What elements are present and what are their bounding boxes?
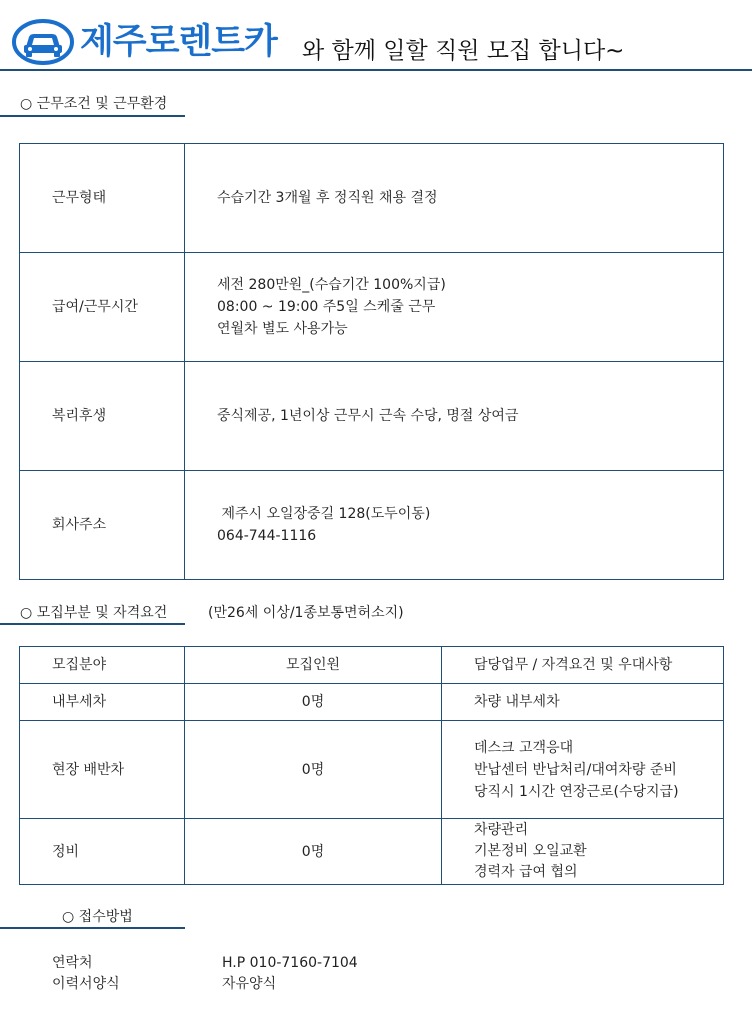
count-cell: 0명 [185, 684, 442, 721]
duties-cell: 차량 내부세차 [442, 684, 724, 721]
column-header: 모집분야 [20, 647, 185, 684]
row-label: 근무형태 [20, 144, 185, 253]
table-row [20, 253, 724, 362]
column-header: 모집인원 [185, 647, 442, 684]
eligibility-note: (만26세 이상/1종보통면허소지) [208, 605, 404, 621]
count-cell: 0명 [185, 819, 442, 885]
row-label: 회사주소 [20, 471, 185, 580]
resume-format-label: 이력서양식 [52, 976, 120, 992]
row-value: 제주시 오일장중길 128(도두이동) 064-744-1116 [185, 471, 724, 580]
page-title: 와 함께 일할 직원 모집 합니다~ [302, 38, 625, 64]
table-row [20, 471, 724, 580]
field-cell: 정비 [20, 819, 185, 885]
duties-cell: 차량관리 기본정비 오일교환 경력자 급여 협의 [442, 819, 724, 885]
table-row [20, 721, 724, 819]
section-title-recruitment: ○ 모집부분 및 자격요건 [20, 605, 168, 621]
brand-logo-text: 제주로렌트카 [80, 22, 277, 62]
field-cell: 내부세차 [20, 684, 185, 721]
row-label: 급여/근무시간 [20, 253, 185, 362]
column-header: 담당업무 / 자격요건 및 우대사항 [442, 647, 724, 684]
contact-phone: H.P 010-7160-7104 [222, 955, 358, 971]
section-title-application: ○ 접수방법 [62, 909, 133, 925]
table-row [20, 684, 724, 721]
conditions-table [19, 143, 724, 580]
header-divider [0, 69, 752, 71]
section-title-conditions: ○ 근무조건 및 근무환경 [20, 96, 168, 112]
table-row [20, 362, 724, 471]
row-value: 중식제공, 1년이상 근무시 근속 수당, 명절 상여금 [185, 362, 724, 471]
contact-label: 연락처 [52, 955, 93, 971]
table-row [20, 144, 724, 253]
section-underline [0, 623, 185, 625]
table-row [20, 819, 724, 885]
resume-format-value: 자유양식 [222, 976, 277, 992]
recruitment-table [19, 646, 724, 885]
row-value: 세전 280만원_(수습기간 100%지급) 08:00 ~ 19:00 주5일 스케줄 근무 연월차 별도 사용가능 [185, 253, 724, 362]
row-value: 수습기간 3개월 후 정직원 채용 결정 [185, 144, 724, 253]
table-header-row [20, 647, 724, 684]
section-underline [0, 927, 185, 929]
duties-cell: 데스크 고객응대 반납센터 반납처리/대여차량 준비 당직시 1시간 연장근로(수당지급) [442, 721, 724, 819]
car-icon [12, 19, 74, 65]
section-underline [0, 115, 185, 117]
field-cell: 현장 배반차 [20, 721, 185, 819]
row-label: 복리후생 [20, 362, 185, 471]
count-cell: 0명 [185, 721, 442, 819]
